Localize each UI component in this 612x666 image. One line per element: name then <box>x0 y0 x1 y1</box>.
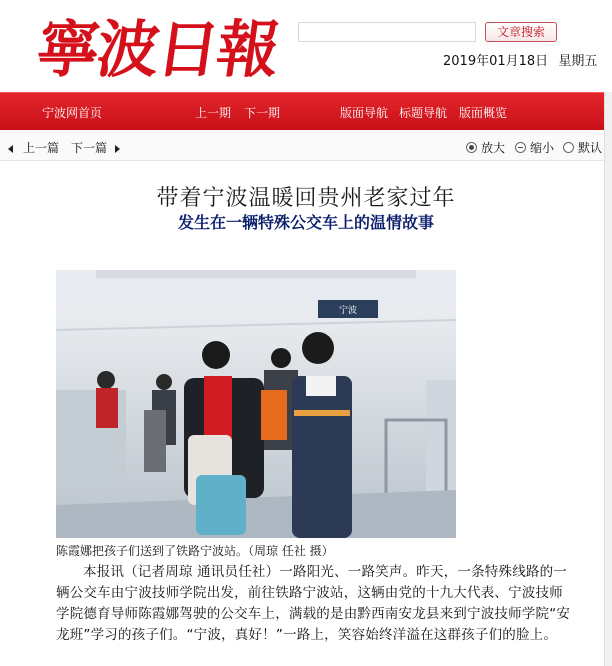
next-article-label: 下一篇 <box>71 141 108 155</box>
newspaper-logo: 寧波日報 <box>32 12 283 86</box>
nav-title-nav-link[interactable]: 标题导航 <box>399 106 448 120</box>
zoom-default-option[interactable] <box>563 139 602 156</box>
scrollbar[interactable] <box>604 92 612 666</box>
svg-text:宁波: 宁波 <box>338 306 358 316</box>
article-body: 本报讯（记者周琼 通讯员任社）一路阳光、一路笑声。昨天，一条特殊线路的一辆公交车由宁波技师学院出发，前往铁路宁波站，这辆由党的十九大代表、宁波技师学院德育导师陈霞娜驾驶的公交车上，满载的是由黔西南安龙县来到宁波技师学院“安龙班”学习的孩子们。“宁波，真好！”一路上，笑容始终洋溢在这群孩子们的脸上。 <box>56 564 571 643</box>
zoom-in-option[interactable] <box>466 139 505 156</box>
zoom-default-label: 默认 <box>578 141 603 155</box>
prev-article-button[interactable] <box>8 139 59 156</box>
masthead <box>0 0 612 92</box>
nav-prev-issue-link[interactable]: 上一期 <box>195 106 232 120</box>
article-photo <box>56 270 456 538</box>
radio-icon <box>563 142 574 153</box>
search-input[interactable] <box>298 22 476 42</box>
arrow-right-icon <box>115 145 120 153</box>
nav-page-nav-link[interactable]: 版面导航 <box>340 106 389 120</box>
main-nav-bar <box>0 92 604 130</box>
article-title: 带着宁波温暖回贵州老家过年 <box>156 186 456 211</box>
zoom-in-label: 放大 <box>481 141 506 155</box>
arrow-left-icon <box>8 145 13 153</box>
issue-date <box>443 50 603 69</box>
article-toolbar <box>0 130 604 161</box>
next-article-button[interactable] <box>71 139 120 156</box>
issue-weekday: 星期五 <box>558 54 598 69</box>
zoom-out-label: 缩小 <box>530 141 555 155</box>
nav-page-overview-link[interactable]: 版面概览 <box>459 106 508 120</box>
zoom-out-option[interactable] <box>515 139 554 156</box>
radio-selected-icon <box>466 142 477 153</box>
nav-next-issue-link[interactable]: 下一期 <box>244 106 281 120</box>
photo-caption: 陈霞娜把孩子们送到了铁路宁波站。（周琼 任社 摄） <box>56 544 334 558</box>
prev-article-label: 上一篇 <box>23 141 60 155</box>
article-search-button[interactable]: 文章搜索 <box>485 22 557 42</box>
article-subtitle: 发生在一辆特殊公交车上的温情故事 <box>177 213 434 232</box>
issue-date-value: 2019年01月18日 <box>443 54 549 69</box>
radio-icon <box>515 142 526 153</box>
nav-home-link[interactable]: 宁波网首页 <box>42 106 103 120</box>
